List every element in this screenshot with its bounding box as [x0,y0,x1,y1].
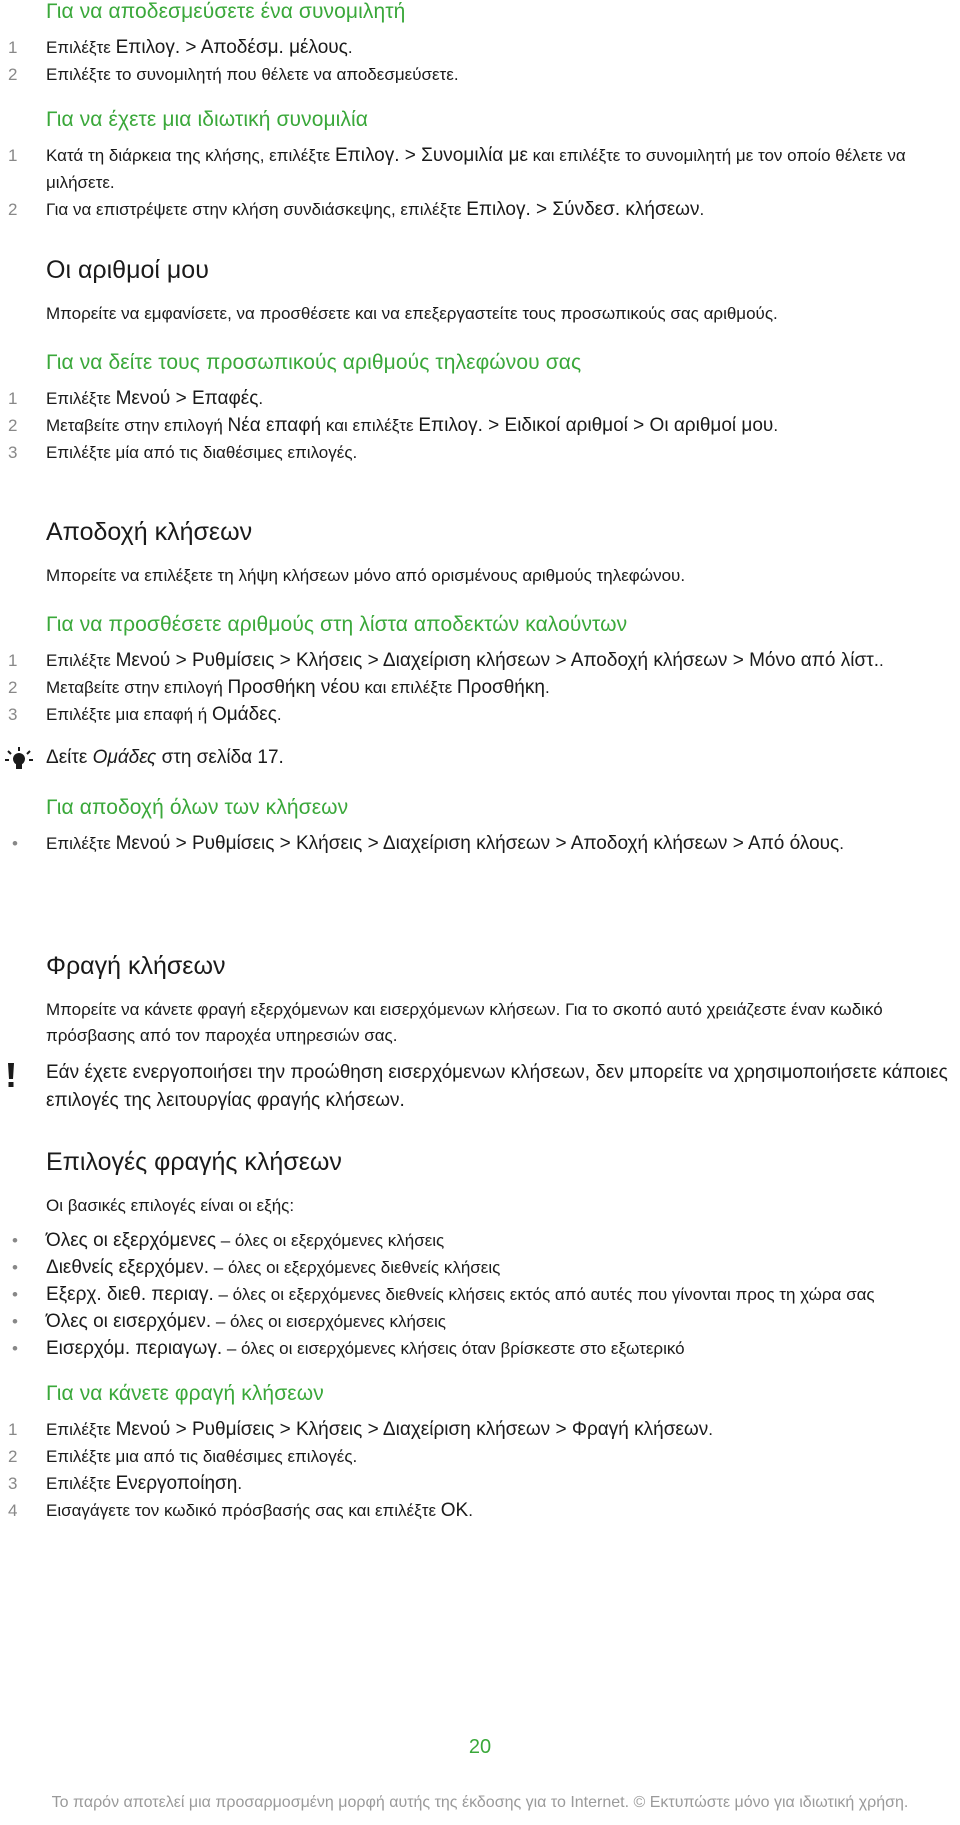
exclamation-icon [4,1061,18,1098]
step-number: 3 [8,705,18,724]
subheading: Για να αποδεσμεύσετε ένα συνομιλητή [46,0,406,23]
section-title: Φραγή κλήσεων [46,952,226,980]
step-text: Επιλέξτε μια επαφή ή [46,705,212,724]
option-desc: – όλες οι εξερχόμενες κλήσεις [216,1231,445,1250]
step-2 [0,674,956,701]
option-name: Εξερχ. διεθ. περιαγ. [46,1284,214,1305]
step-text-end: . [468,1501,473,1520]
menu-item: Ενεργοποίηση [115,1473,238,1494]
step-text-end: . [258,389,264,408]
section-my-numbers [0,256,956,466]
option-name: Όλες οι εισερχόμεν. [46,1311,212,1332]
bullet-item [0,1254,956,1281]
warning-text: Εάν έχετε ενεργοποιήσει την προώθηση εισερχόμενων κλήσεων, δεν μπορείτε να χρησιμοποιήσετε κάποιες επιλογές της λειτουργίας φραγής κλήσεων. [46,1062,948,1111]
option-desc: – όλες οι εξερχόμενες διεθνείς κλήσεις εκτός από αυτές που γίνονται προς τη χώρα σας [213,1285,875,1304]
step-number: 1 [8,651,18,670]
menu-path: Μενού > Ρυθμίσεις > Κλήσεις > Διαχείριση κλήσεων > Αποδοχή κλήσεων > Μόνο από λίστ. [115,650,879,671]
step-text-end: . [878,651,884,670]
step-1 [0,385,956,412]
menu-item: Νέα επαφή [227,415,322,436]
step-text: και επιλέξτε [321,416,419,435]
step-number: 1 [8,146,18,165]
step-number: 2 [8,678,18,697]
step-number: 1 [8,38,18,57]
step-text-end: . [347,38,353,57]
section-accept-calls [0,518,956,857]
menu-item: Ομάδες [211,704,277,725]
section-call-barring [0,952,956,1115]
step-3 [0,701,956,728]
bullet-item [0,830,956,857]
option-desc: – όλες οι εξερχόμενες διεθνείς κλήσεις [209,1258,501,1277]
subheading: Για να δείτε τους προσωπικούς αριθμούς τηλεφώνου σας [46,351,582,374]
menu-path: Επιλογ. > Συνομιλία με [334,145,528,166]
bullet-icon: • [12,1312,18,1331]
step-text: και επιλέξτε [359,678,457,697]
bullet-item [0,1308,956,1335]
step-text: Επιλέξτε [46,38,116,57]
bullet-item [0,1227,956,1254]
bullet-icon: • [12,1339,18,1358]
tip-text-end: στη σελίδα 17. [156,747,284,768]
section-title: Επιλογές φραγής κλήσεων [46,1148,342,1176]
step-1 [0,1416,956,1443]
menu-item: Προσθήκη [456,677,545,698]
step-text: Μεταβείτε στην επιλογή [46,416,228,435]
step-text: Επιλέξτε [46,651,116,670]
lightbulb-icon [4,746,34,781]
bullet-icon: • [12,1258,18,1277]
section-release-participant [0,0,956,88]
step-1 [0,34,956,61]
step-number: 2 [8,416,18,435]
step-4 [0,1497,956,1524]
option-desc: – όλες οι εισερχόμενες κλήσεις [211,1312,446,1331]
menu-path: Μενού > Ρυθμίσεις > Κλήσεις > Διαχείριση κλήσεων > Φραγή κλήσεων [115,1419,709,1440]
option-name: Διεθνείς εξερχόμεν. [46,1257,210,1278]
step-text: Επιλέξτε μια από τις διαθέσιμες επιλογές. [46,1447,358,1466]
subheading: Για να κάνετε φραγή κλήσεων [46,1382,324,1405]
step-text: Επιλέξτε [46,1474,116,1493]
step-text-end: . [276,705,282,724]
step-text-end: . [839,834,844,853]
step-2 [0,1443,956,1470]
menu-path: Επιλογ. > Ειδικοί αριθμοί > Οι αριθμοί μου [418,415,774,436]
tip-link: Ομάδες [92,747,157,768]
tip-text: Δείτε [46,747,93,768]
subheading: Για να προσθέσετε αριθμούς στη λίστα αποδεκτών καλούντων [46,613,628,636]
step-number: 2 [8,200,18,219]
subheading: Για αποδοχή όλων των κλήσεων [46,796,349,819]
step-text: Κατά τη διάρκεια της κλήσης, επιλέξτε [46,146,335,165]
step-2 [0,61,956,88]
option-desc: – όλες οι εισερχόμενες κλήσεις όταν βρίσκεστε στο εξωτερικό [222,1339,685,1358]
step-number: 1 [8,389,18,408]
menu-path: Μενού > Ρυθμίσεις > Κλήσεις > Διαχείριση κλήσεων > Αποδοχή κλήσεων > Από όλους [115,833,840,854]
step-text-end: . [699,200,705,219]
step-number: 3 [8,443,18,462]
step-text: Μεταβείτε στην επιλογή [46,678,228,697]
intro-text: Οι βασικές επιλογές είναι οι εξής: [46,1196,295,1215]
section-private-conversation [0,108,956,223]
step-text-end: . [544,678,550,697]
step-text: Επιλέξτε το συνομιλητή που θέλετε να αποδεσμεύσετε. [46,65,459,84]
step-text-end: . [237,1474,243,1493]
step-3 [0,1470,956,1497]
step-text-end: . [708,1420,713,1439]
step-2 [0,412,956,439]
step-text-end: . [773,416,779,435]
step-number: 3 [8,1474,18,1493]
menu-path: Μενού > Επαφές [115,388,259,409]
section-title: Οι αριθμοί μου [46,256,209,284]
section-title: Αποδοχή κλήσεων [46,518,253,546]
subheading: Για να έχετε μια ιδιωτική συνομιλία [46,108,369,131]
option-name: Όλες οι εξερχόμενες [46,1230,217,1251]
menu-path: Επιλογ. > Αποδέσμ. μέλους [115,37,348,58]
option-name: Εισερχόμ. περιαγωγ. [46,1338,223,1359]
page-footer: Το παρόν αποτελεί μια προσαρμοσμένη μορφή αυτής της έκδοσης για το Internet. © Εκτυπώστε μόνο για ιδιωτική χρήση. [51,1794,909,1811]
menu-item: Προσθήκη νέου [227,677,360,698]
tip-note [0,744,956,772]
step-text: Για να επιστρέψετε στην κλήση συνδιάσκεψης, επιλέξτε [46,200,467,219]
bullet-icon: • [12,1231,18,1250]
section-barring-options [0,1148,956,1524]
step-number: 2 [8,1447,18,1466]
step-text: Επιλέξτε [46,834,116,853]
step-text: Επιλέξτε [46,1420,116,1439]
intro-text: Μπορείτε να κάνετε φραγή εξερχόμενων και εισερχόμενων κλήσεων. Για το σκοπό αυτό χρειάζεστε έναν κωδικό πρόσβασης από τον παροχέα υπηρεσιών σας. [46,1000,883,1045]
step-number: 1 [8,1420,18,1439]
step-number: 4 [8,1501,18,1520]
menu-item: OK [440,1500,469,1521]
bullet-icon: • [12,1285,18,1304]
step-text: Επιλέξτε μία από τις διαθέσιμες επιλογές. [46,443,358,462]
page-number: 20 [468,1736,492,1758]
intro-text: Μπορείτε να εμφανίσετε, να προσθέσετε και να επεξεργαστείτε τους προσωπικούς σας αριθμούς. [46,304,778,323]
step-text: Επιλέξτε [46,389,116,408]
bullet-item [0,1281,956,1308]
bullet-item [0,1335,956,1362]
step-3 [0,439,956,466]
step-text: Εισαγάγετε τον κωδικό πρόσβασής σας και επιλέξτε [46,1501,441,1520]
intro-text: Μπορείτε να επιλέξετε τη λήψη κλήσεων μόνο από ορισμένους αριθμούς τηλεφώνου. [46,566,686,585]
step-number: 2 [8,65,18,84]
step-text-end: και επιλέξτε το συνομιλητή με τον οποίο θέλετε να μιλήσετε. [46,146,906,192]
step-2 [0,196,956,223]
warning-note [0,1059,956,1115]
step-1 [0,647,956,674]
menu-path: Επιλογ. > Σύνδεσ. κλήσεων [466,199,700,220]
bullet-icon: • [12,834,18,853]
step-1 [0,142,956,196]
